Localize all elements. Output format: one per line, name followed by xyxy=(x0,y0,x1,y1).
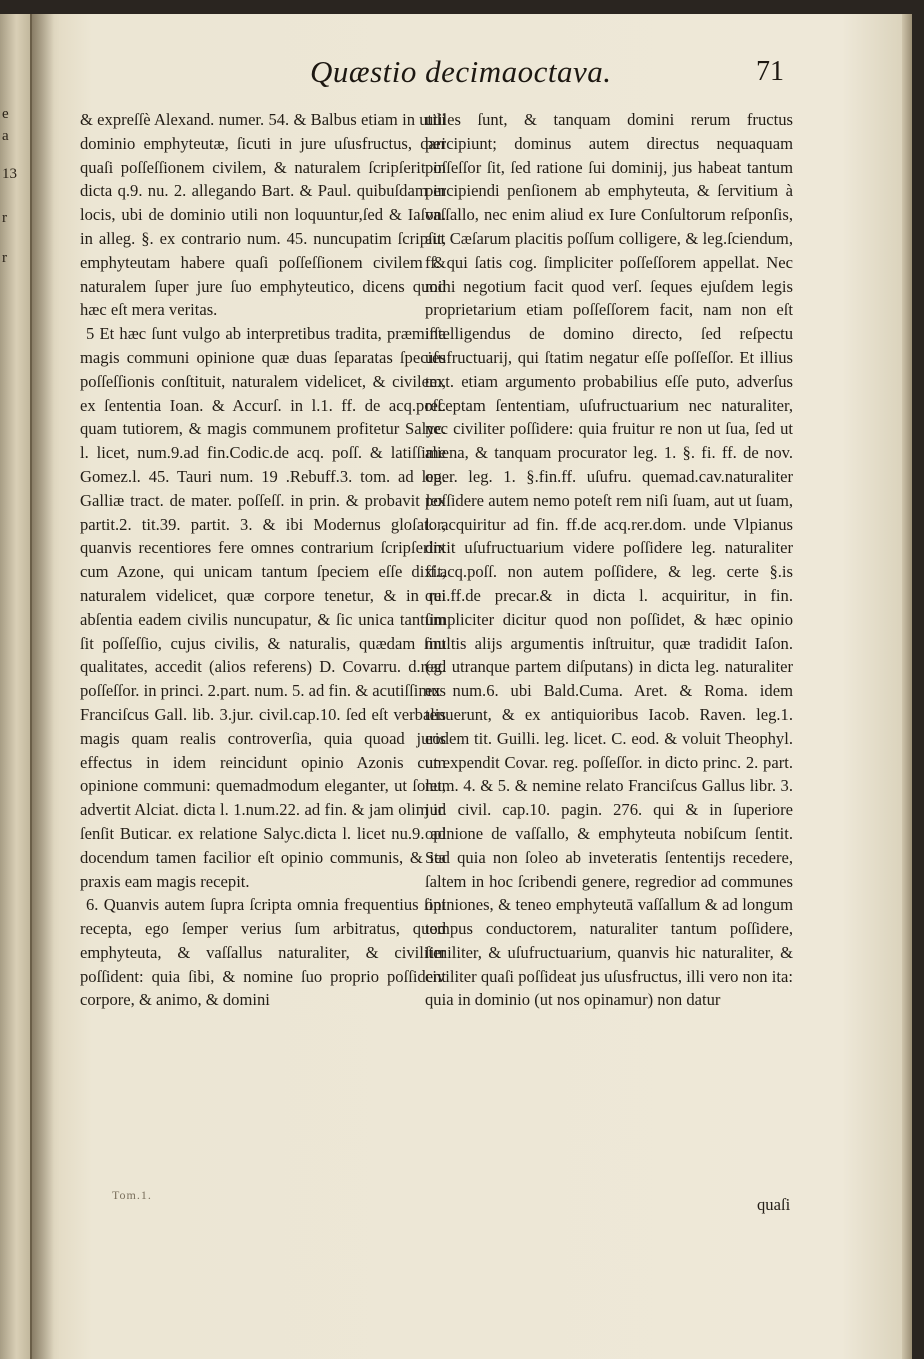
paragraph-continued: utiles ſunt, & tanquam domini rerum fructus percipiunt; dominus autem directus nequaquam poſſeſſor ſit, ſed ratione ſui dominij, jus habeat tantum percipiendi penſionem ab emphyteuta, & ſervitium à vaſſallo, nec enim aliud ex Iure Conſultorum reſponſis, aut Cæſarum placitis poſſum colligere, & leg.ſciendum, ff. qui ſatis cog. ſimpliciter poſſeſſorem appellat. Nec mihi negotium facit quod verſ. ſeques ejuſdem legis proprietarium etiam poſſeſſorem facit, nam non eſt intelligendus de domino directo, ſed reſpectu uſufructuarij, qui ſtatim negatur eſſe poſſeſſor. Et illius text. etiam argumento probabilius eſſe puto, adverſus receptam ſententiam, uſufructuarium nec naturaliter, nec civiliter poſſidere: quia fruitur re non ut ſua, ſed ut aliena, & tanquam procurator leg. 1. §. fi. ff. de nov. oper. leg. 1. §.fin.ff. uſufru. quemad.cav.naturaliter poſſidere autem nemo poteſt rem niſi ſuam, aut ut ſuam, l. acquiritur ad fin. ff.de acq.rer.dom. unde Vlpianus dixit uſufructuarium videre poſſidere leg. naturaliter ff.acq.poſſ. non autem poſſidere, & leg. certe §.is qui.ff.de precar.& in dicta l. acquiritur, in fin. ſimpliciter dicitur quod non poſſidet, & hæc opinio multis alijs argumentis inſtruitur, quæ tradidit Iaſon. (ad utranque partem diſputans) in dicta leg. naturaliter ex num.6. ubi Bald.Cuma. Aret. & Roma. idem tenuerunt, & ex antiquioribus Iacob. Raven. leg.1. eodem tit. Guilli. leg. licet. C. eod. & voluit Theophyl. ut expendit Covar. reg. poſſeſſor. in dicto princ. 2. part. num. 4. & 5. & nemine relato Franciſcus Gallus libr. 3. jur. civil. cap.10. pagin. 276. qui & in ſuperiore opinione de vaſſallo, & emphyteuta nobiſcum ſentit. Sed quia non ſoleo ab inveteratis ſententijs recedere, ſaltem in hoc ſcribendi genere, regredior ad communes opiniones, & teneo emphyteutā vaſſallum & ad longum tempus conductorem, naturaliter tantum poſſidere, ſimiliter, & uſufructuarium, quanvis hic naturaliter, & civiliter quaſi poſſideat jus uſusfructus, illi vero non ita: quia in dominio (ut nos opinamur) non datur xyxy=(425,110,793,1010)
running-title: Quæstio decimaoctava. xyxy=(310,54,612,89)
page-edge xyxy=(902,14,912,1359)
catchword: quaſi xyxy=(757,1195,791,1214)
facing-page-fragment: e xyxy=(2,106,9,122)
paragraph-6: 6. Quanvis autem ſupra ſcripta omnia frequentius ſint recepta, ego ſemper verius ſum arbitratus, quod emphyteuta, & vaſſallus naturaliter, & civiliter poſſident: quia ſibi, & nomine ſuo proprio poſſident corpore, & animo, & domini xyxy=(80,895,446,1010)
facing-page-fragment: r xyxy=(2,210,7,226)
facing-page-fragment: 13 xyxy=(2,166,17,182)
facing-page-fragment: r xyxy=(2,250,7,266)
paragraph-continued: & expreſſè Alexand. numer. 54. & Balbus etiam in utili dominio emphyteutæ, ſicuti in jure uſusfructus, dari quaſi poſſeſſionem civilem, & naturalem ſcripſerit in dicta q.9. nu. 2. allegando Bart. & Paul. quibuſdam in locis, ubi de dominio utili non loquuntur,ſed & Iaſon. in alleg. §. ex contrario num. 45. nuncupatim ſcripſit, emphyteutam habere quaſi poſſeſſionem civilem & naturalem ſuper jure ſuo emphyteutico, dicens quod hæc eſt mera veritas. xyxy=(80,110,446,320)
book-page xyxy=(32,14,912,1359)
facing-page-fragment: a xyxy=(2,128,9,144)
left-text-column xyxy=(80,108,446,1012)
paragraph-5: 5 Et hæc ſunt vulgo ab interpretibus tradita, præmiſſa magis communi opinione quæ duas ſeparatas ſpecies poſſeſſionis conſtituit, naturalem videlicet, & civilem, ex ſententia Ioan. & Accurſ. in l.1. ff. de acq.poſſ. quam tutiorem, & magis communem profitetur Salyc. l. licet, num.9.ad fin.Codic.de acq. poſſ. & latiſſime Gomez.l. 45. Tauri num. 19 .Rebuff.3. tom. ad leg. Galliæ tract. de mater. poſſeſſ. in prin. & probavit lex partit.2. tit.39. partit. 3. & ibi Modernus gloſator, quanvis recentiores fere omnes contrarium ſcripſerint cum Azone, qui unicam tantum ſpeciem eſſe dixit, naturalem videlicet, quæ corpore tenetur, & in rei abſentia eadem civilis nuncupatur, & ſic unica tantum ſit poſſeſſio, cujus civilis, & naturalis, quædam ſint qualitates, accedit (alios referens) D. Covarru. d.reg. poſſeſſor. in princi. 2.part. num. 5. ad fin. & acutiſſimus Franciſcus Gall. lib. 3.jur. civil.cap.10. ſed eſt verbalis magis quam realis controverſia, quia quoad juris effectus in idem reincidunt opinio Azonis cum opinione communi: quemadmodum eleganter, ut ſolet, advertit Alciat. dicta l. 1.num.22. ad fin. & jam olim id ſenſit Buticar. ex relatione Salyc.dicta l. licet nu.9. ad docendum tamen facilior eſt opinio communis, & ita praxis eam magis recepit. xyxy=(80,324,446,891)
page-number: 71 xyxy=(756,56,784,87)
spine-shadow xyxy=(32,14,54,1359)
right-text-column xyxy=(425,108,793,1012)
signature-mark: Tom.1. xyxy=(112,1188,152,1202)
facing-page-edge xyxy=(0,14,32,1359)
